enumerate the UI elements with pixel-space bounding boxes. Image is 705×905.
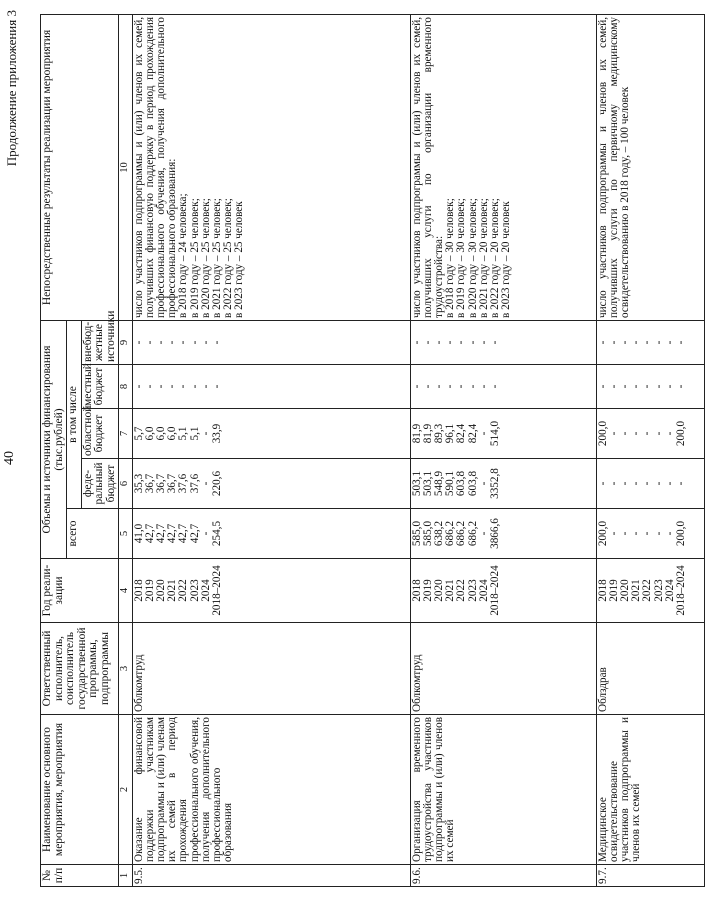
year: 2022: [177, 579, 190, 602]
value: -: [630, 481, 643, 486]
value: -: [477, 531, 490, 536]
row-number: 9.6.: [410, 865, 596, 887]
value: -: [444, 340, 457, 345]
value: -: [607, 531, 620, 536]
regional-cell: [132, 409, 410, 459]
executor: Облздрав: [596, 623, 704, 715]
value: -: [210, 340, 223, 345]
col-number: 9: [119, 320, 133, 364]
value: 548,9: [432, 470, 445, 497]
year: 2024: [199, 579, 212, 602]
value: 6,0: [154, 426, 167, 441]
result-line: в 2019 году – 30 человек;: [455, 198, 468, 318]
year: 2018: [410, 579, 423, 602]
result-line: в 2020 году – 25 человек;: [199, 198, 212, 318]
total-cell: [410, 509, 596, 559]
value: -: [663, 384, 676, 389]
value: -: [199, 431, 212, 436]
regional-cell: [410, 409, 596, 459]
row-number: 9.7.: [596, 865, 704, 887]
executor: Облкомтруд: [132, 623, 410, 715]
value: 42,7: [166, 523, 179, 544]
value: 603,8: [466, 470, 479, 497]
years-cell: [410, 559, 596, 623]
year: 2024: [477, 579, 490, 602]
result-line: в 2023 году – 25 человек: [233, 201, 246, 318]
value: 35,3: [132, 473, 145, 494]
header-extra: внебюд-жетные источники: [81, 320, 119, 364]
year: 2023: [652, 579, 665, 602]
year: 2022: [641, 579, 654, 602]
value: -: [410, 384, 423, 389]
local-cell: [596, 365, 704, 409]
col-number: 1: [119, 865, 133, 887]
value: -: [143, 340, 156, 345]
year: 2018–2024: [674, 565, 687, 616]
value: 254,5: [210, 520, 223, 547]
year: 2020: [154, 579, 167, 602]
value: 37,6: [177, 473, 190, 494]
value: 89,3: [432, 423, 445, 444]
value: -: [410, 340, 423, 345]
value: -: [477, 384, 490, 389]
value: -: [421, 340, 434, 345]
extra-cell: [596, 320, 704, 364]
header-num: № п/п: [41, 865, 119, 887]
value: -: [607, 431, 620, 436]
value: -: [652, 531, 665, 536]
value: -: [455, 384, 468, 389]
header-executor: Ответственный исполнитель, соисполнитель государственной программы, подпрограммы: [41, 623, 119, 715]
regional-cell: [596, 409, 704, 459]
value: 220,6: [210, 470, 223, 497]
value: -: [154, 340, 167, 345]
year: 2019: [607, 579, 620, 602]
value: 36,7: [166, 473, 179, 494]
value: 590,1: [444, 470, 457, 497]
value: -: [466, 384, 479, 389]
value: 514,0: [488, 420, 501, 447]
value: -: [199, 481, 212, 486]
federal-cell: [132, 459, 410, 509]
value: 6,0: [166, 426, 179, 441]
measure-name: Оказание финансовой поддержки участникам подпрограммы и (или) членам их семей в период прохождения профессионального обучения, получения дополнительного профессионального образования: [132, 715, 410, 865]
value: 42,7: [177, 523, 190, 544]
col-number: 2: [119, 715, 133, 865]
value: -: [199, 531, 212, 536]
measure-name: Организация временного трудоустройства участников подпрограммы и (или) членов их семей: [410, 715, 596, 865]
result-line: в 2019 году – 25 человек;: [188, 198, 201, 318]
header-year: Год реали-зации: [41, 559, 119, 623]
value: -: [432, 340, 445, 345]
value: -: [166, 340, 179, 345]
value: -: [641, 384, 654, 389]
result-line: в 2022 году – 25 человек;: [222, 198, 235, 318]
header-regional: областной бюджет: [81, 409, 119, 459]
value: -: [596, 481, 609, 486]
appendix-note: Продолжение приложения 3: [4, 10, 19, 167]
col-number: 10: [119, 14, 133, 320]
year: 2024: [663, 579, 676, 602]
page-number: 40: [2, 451, 17, 465]
value: 81,9: [410, 423, 423, 444]
federal-cell: [596, 459, 704, 509]
value: -: [618, 340, 631, 345]
year: 2018–2024: [210, 565, 223, 616]
header-federal: феде-ральный бюджет: [81, 459, 119, 509]
value: -: [477, 431, 490, 436]
year: 2018–2024: [488, 565, 501, 616]
value: -: [143, 384, 156, 389]
value: -: [652, 384, 665, 389]
value: -: [596, 384, 609, 389]
value: 33,9: [210, 423, 223, 444]
value: 41,0: [132, 523, 145, 544]
value: -: [607, 481, 620, 486]
value: 3866,6: [488, 518, 501, 549]
value: 42,7: [154, 523, 167, 544]
value: 585,0: [421, 520, 434, 547]
total-cell: [596, 509, 704, 559]
col-number: 4: [119, 559, 133, 623]
year: 2020: [432, 579, 445, 602]
value: -: [188, 384, 201, 389]
value: -: [177, 340, 190, 345]
value: -: [132, 340, 145, 345]
year: 2019: [143, 579, 156, 602]
value: -: [596, 340, 609, 345]
value: 686,2: [466, 520, 479, 547]
value: 200,0: [596, 420, 609, 447]
year: 2018: [132, 579, 145, 602]
extra-cell: [132, 320, 410, 364]
value: -: [618, 531, 631, 536]
result-line: в 2023 году – 20 человек: [500, 201, 513, 318]
value: -: [641, 431, 654, 436]
value: -: [641, 531, 654, 536]
result-text: число участников подпрограммы и членов их семей, получивших услуги по первичному медицинскому освидетельствованию в 2018 году, – 100 человек: [596, 16, 631, 318]
year: 2023: [466, 579, 479, 602]
value: -: [641, 340, 654, 345]
col-number: 6: [119, 459, 133, 509]
value: 686,2: [455, 520, 468, 547]
value: 5,1: [188, 426, 201, 441]
value: -: [488, 384, 501, 389]
value: 37,6: [188, 473, 201, 494]
result-line: в 2020 году – 30 человек;: [466, 198, 479, 318]
value: 638,2: [432, 520, 445, 547]
value: -: [630, 340, 643, 345]
header-name: Наименование основного мероприятия, мероприятия: [41, 715, 119, 865]
value: -: [630, 384, 643, 389]
value: -: [663, 340, 676, 345]
value: -: [444, 384, 457, 389]
result-text: число участников подпрограммы и (или) членов их семей, получивших услуги по организации временного трудоустройства:: [410, 16, 445, 318]
value: -: [674, 340, 687, 345]
header-incl: в том числе: [67, 320, 82, 508]
total-cell: [132, 509, 410, 559]
value: -: [477, 340, 490, 345]
value: -: [210, 384, 223, 389]
local-cell: [410, 365, 596, 409]
value: 82,4: [455, 423, 468, 444]
extra-cell: [410, 320, 596, 364]
value: 42,7: [188, 523, 201, 544]
value: -: [607, 384, 620, 389]
result-cell: [596, 14, 704, 320]
value: -: [466, 340, 479, 345]
result-cell: [410, 14, 596, 320]
value: -: [674, 384, 687, 389]
year: 2022: [455, 579, 468, 602]
value: 96,1: [444, 423, 457, 444]
value: -: [455, 340, 468, 345]
result-text: число участников подпрограммы и (или) членов их семей, получивших финансовую поддержку в период прохождения профессионального обучения, получения дополнительного профессионального образования:: [132, 16, 179, 318]
result-line: в 2022 году – 20 человек;: [488, 198, 501, 318]
value: 200,0: [674, 520, 687, 547]
year: 2020: [618, 579, 631, 602]
value: 81,9: [421, 423, 434, 444]
header-local: местный бюджет: [81, 365, 119, 409]
value: -: [652, 340, 665, 345]
year: 2021: [166, 579, 179, 602]
year: 2019: [421, 579, 434, 602]
value: -: [618, 481, 631, 486]
executor: Облкомтруд: [410, 623, 596, 715]
year: 2021: [444, 579, 457, 602]
value: -: [630, 431, 643, 436]
years-cell: [132, 559, 410, 623]
value: 503,1: [421, 470, 434, 497]
value: -: [421, 384, 434, 389]
years-cell: [596, 559, 704, 623]
result-cell: [132, 14, 410, 320]
result-line: в 2018 году – 24 человека;: [177, 193, 190, 318]
header-total: всего: [67, 509, 119, 559]
value: -: [663, 531, 676, 536]
value: 82,4: [466, 423, 479, 444]
value: -: [652, 431, 665, 436]
value: 42,7: [143, 523, 156, 544]
value: -: [188, 340, 201, 345]
table-row: [596, 14, 704, 886]
measure-name: Медицинское освидетельствование участников подпрограммы и членов их семей: [596, 715, 704, 865]
value: 603,8: [455, 470, 468, 497]
value: -: [663, 481, 676, 486]
column-number-row: [119, 14, 133, 886]
value: -: [618, 384, 631, 389]
value: -: [199, 384, 212, 389]
value: -: [199, 340, 212, 345]
value: 503,1: [410, 470, 423, 497]
funding-table: [40, 14, 705, 887]
value: -: [618, 431, 631, 436]
value: 36,7: [143, 473, 156, 494]
value: 200,0: [596, 520, 609, 547]
row-number: 9.5.: [132, 865, 410, 887]
local-cell: [132, 365, 410, 409]
federal-cell: [410, 459, 596, 509]
value: 6,0: [143, 426, 156, 441]
value: -: [154, 384, 167, 389]
value: 585,0: [410, 520, 423, 547]
col-number: 8: [119, 365, 133, 409]
value: -: [652, 481, 665, 486]
value: -: [177, 384, 190, 389]
year: 2023: [188, 579, 201, 602]
value: 686,2: [444, 520, 457, 547]
result-line: в 2021 году – 25 человек;: [210, 198, 223, 318]
col-number: 3: [119, 623, 133, 715]
table-row: [410, 14, 596, 886]
value: -: [607, 340, 620, 345]
value: -: [477, 481, 490, 486]
value: -: [432, 384, 445, 389]
value: -: [663, 431, 676, 436]
value: 5,7: [132, 426, 145, 441]
value: 5,1: [177, 426, 190, 441]
result-line: в 2018 году – 30 человек;: [444, 198, 457, 318]
header-results: Непосредственные результаты реализации мероприятия: [41, 14, 119, 320]
value: -: [641, 481, 654, 486]
value: -: [132, 384, 145, 389]
header-funding: Объемы и источники финансирования (тыс.рублей): [41, 320, 67, 558]
table-row: [132, 14, 410, 886]
value: -: [674, 481, 687, 486]
value: 200,0: [674, 420, 687, 447]
year: 2021: [630, 579, 643, 602]
col-number: 5: [119, 509, 133, 559]
col-number: 7: [119, 409, 133, 459]
year: 2018: [596, 579, 609, 602]
value: -: [488, 340, 501, 345]
value: -: [166, 384, 179, 389]
value: 36,7: [154, 473, 167, 494]
value: -: [630, 531, 643, 536]
result-line: в 2021 году – 20 человек;: [477, 198, 490, 318]
value: 3352,8: [488, 468, 501, 499]
